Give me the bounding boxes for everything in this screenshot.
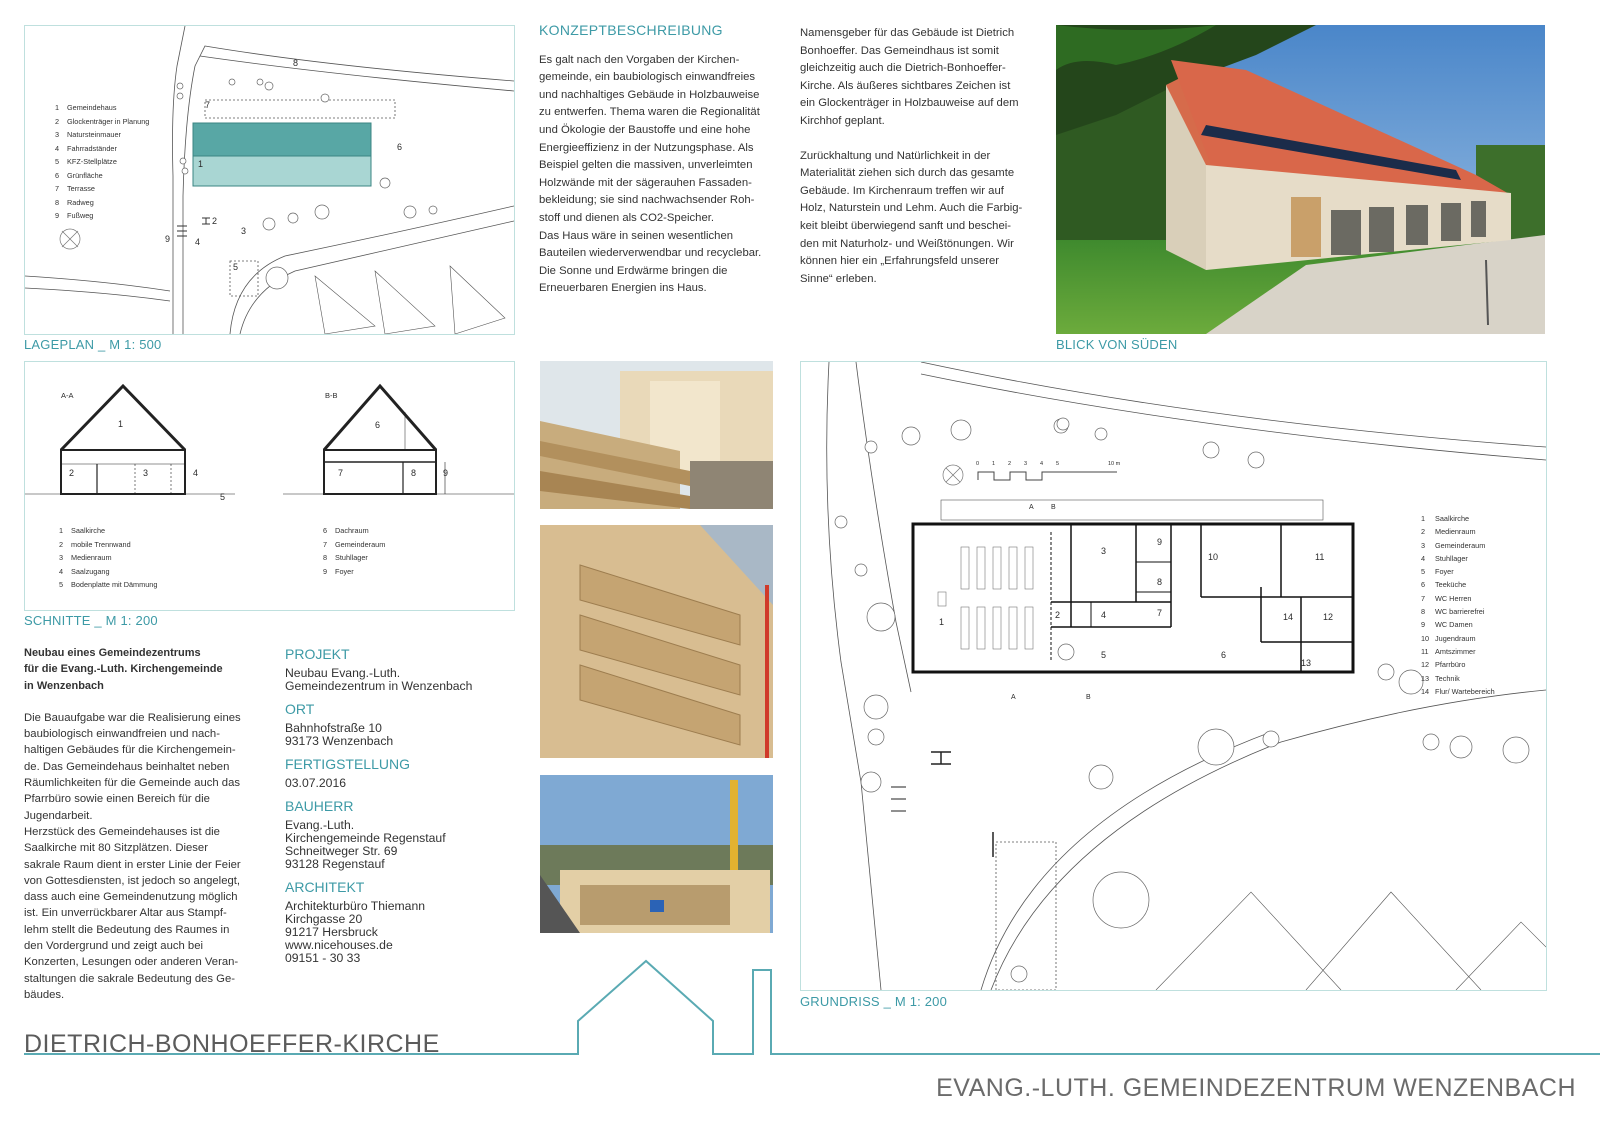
legend-number: 4	[59, 566, 64, 576]
section-mark: A	[1011, 694, 1016, 701]
legend-number: 7	[323, 539, 328, 549]
grundriss-caption: GRUNDRISS _ M 1: 200	[800, 994, 948, 1009]
south-view-caption: BLICK VON SÜDEN	[1056, 337, 1178, 352]
scale-tick-label: 10 m	[1108, 461, 1121, 467]
section-number: 6	[375, 420, 381, 430]
section-number: 2	[69, 468, 75, 478]
legend-label: Foyer	[335, 566, 354, 576]
section-number: 1	[118, 419, 124, 429]
legend-label: Amtszimmer	[1435, 646, 1476, 656]
legend-number: 5	[1421, 567, 1426, 577]
scale-tick-label: 2	[1008, 461, 1012, 467]
section-label-bb: B-B	[325, 391, 338, 400]
legend-number: 9	[323, 566, 328, 576]
legend-number: 14	[1421, 686, 1430, 696]
site-number: 8	[293, 58, 299, 68]
legend-number: 2	[1421, 527, 1426, 537]
site-number: 9	[165, 234, 171, 244]
room-number: 2	[1055, 610, 1061, 620]
site-number: 7	[205, 100, 211, 110]
legend-label: mobile Trennwand	[71, 539, 131, 549]
section-number: 8	[411, 468, 417, 478]
legend-label: Saalzugang	[71, 566, 110, 576]
legend-label: Stuhllager	[335, 553, 368, 562]
section-mark: B	[1086, 694, 1091, 701]
room-number: 3	[1101, 546, 1107, 556]
legend-label: Gemeindehaus	[67, 103, 117, 112]
legend-number: 6	[323, 526, 328, 535]
scale-tick-label: 5	[1056, 461, 1060, 467]
info-label-bauherr: BAUHERR	[285, 798, 354, 814]
room-number: 14	[1283, 612, 1294, 622]
legend-number: 2	[55, 116, 60, 126]
section-number: 9	[443, 468, 449, 478]
section-number: 5	[220, 492, 226, 502]
legend-label: Pfarrbüro	[1435, 660, 1466, 670]
legend-number: 6	[55, 170, 60, 180]
scale-tick-label: 4	[1040, 461, 1044, 467]
site-number: 3	[241, 226, 247, 236]
section-mark: A	[1029, 504, 1034, 511]
legend-number: 3	[1421, 540, 1426, 550]
legend-number: 7	[55, 184, 60, 193]
info-value-fertigstellung: 03.07.2016	[285, 776, 346, 790]
title-left: DIETRICH-BONHOEFFER-KIRCHE	[24, 1030, 440, 1058]
section-mark: B	[1051, 504, 1056, 511]
legend-number: 5	[59, 580, 64, 589]
legend-number: 11	[1421, 646, 1429, 656]
legend-number: 8	[1421, 607, 1426, 617]
scale-tick-label: 0	[976, 461, 980, 467]
info-value-projekt: Neubau Evang.-Luth. Gemeindezentrum in Wenzenbach	[285, 666, 473, 693]
legend-number: 1	[59, 526, 64, 535]
info-label-ort: ORT	[285, 701, 315, 717]
legend-label: WC barrierefrei	[1435, 607, 1485, 617]
info-value-ort: Bahnhofstraße 10 93173 Wenzenbach	[285, 721, 394, 748]
schnitte-caption: SCHNITTE _ M 1: 200	[24, 613, 158, 628]
site-number: 1	[198, 159, 204, 169]
materialitaet-text: Zurückhaltung und Natürlichkeit in der Materialität ziehen sich durch das gesamte Gebäude. Im Kirchenraum treffen wir auf Holz, Naturstein und Lehm. Auch die Farbig- keit bleibt überwiegend sanft und beschei- den mit Naturholz- und Weißtönungen. Wir können hier ein „Erfahrungsfeld unserer Sinne“ erleben.	[800, 149, 1023, 285]
legend-label: Grünfläche	[67, 170, 103, 180]
legend-number: 9	[55, 211, 60, 220]
legend-label: Foyer	[1435, 567, 1454, 577]
intro-heading: Neubau eines Gemeindezentrums für die Evang.-Luth. Kirchengemeinde in Wenzenbach	[24, 647, 223, 692]
title-right: EVANG.-LUTH. GEMEINDEZENTRUM WENZENBACH	[936, 1074, 1576, 1102]
legend-number: 10	[1421, 633, 1430, 643]
legend-number: 7	[1421, 593, 1426, 603]
room-number: 10	[1208, 552, 1219, 562]
legend-number: 5	[55, 157, 60, 166]
legend-label: Medienraum	[71, 553, 112, 562]
section-label-aa: A-A	[61, 391, 74, 400]
site-number: 5	[233, 262, 239, 272]
legend-number: 12	[1421, 660, 1430, 670]
legend-label: Gemeinderaum	[335, 539, 386, 549]
room-number: 1	[939, 617, 945, 627]
intro-text: Die Bauaufgabe war die Realisierung eines baubiologisch einwandfreien und nach- haltigen Gebäudes für die Kirchengemein- de. Das Gemeindehaus beinhaltet neben Räumlichkeiten für die Gemeinde auch das Pfarrbüro sowie einen Bereich für die Jugendarbeit. Herzstück des Gemeindehauses ist die Saalkirche mit 80 Sitzplätzen. Dieser sakrale Raum dient in erster Linie der Feier von Gottesdiensten, ist jedoch so angelegt, dass auch eine Gemeindenutzung möglich ist. Ein unverrückbarer Altar aus Stampf- lehm stellt die Bedeutung des Raumes in den Vordergrund und zeigt auch bei Konzerten, Lesungen oder anderen Veran- staltungen die sakrale Bedeutung des Ge- bäudes.	[24, 711, 241, 1001]
legend-number: 9	[1421, 620, 1426, 630]
lageplan-caption: LAGEPLAN _ M 1: 500	[24, 337, 162, 352]
legend-label: Gemeinderaum	[1435, 540, 1486, 550]
room-number: 9	[1157, 537, 1163, 547]
legend-label: Stuhllager	[1435, 553, 1468, 563]
konzept-text: Es galt nach den Vorgaben der Kirchen- gemeinde, ein baubiologisch einwandfreies und nachhaltiges Gebäude in Holzbauweise zu entwerfen. Thema waren die Regionalität und Ökologie der Baustoffe und eine hohe Energieeffizienz in der Nutzungsphase. Als Beispiel gelten die massiven, unverleimten Holzwände mit der sägerauhen Fassaden- bekleidung; sie sind nachwachsender Roh- stoff und dienen als CO2-Speicher. Das Haus wäre in seinen wesentlichen Bauteilen wiederverwendbar und recyclebar. Die Sonne und Erdwärme bringen die Erneuerbaren Energien ins Haus.	[539, 53, 762, 295]
legend-number: 2	[59, 539, 64, 549]
legend-number: 1	[1421, 514, 1426, 523]
legend-label: Radweg	[67, 197, 94, 207]
legend-label: Natursteinmauer	[67, 130, 121, 139]
legend-label: Dachraum	[335, 526, 369, 535]
info-label-fertigstellung: FERTIGSTELLUNG	[285, 756, 410, 772]
legend-label: WC Herren	[1435, 593, 1472, 603]
legend-number: 6	[1421, 580, 1426, 590]
namensgeber-text: Namensgeber für das Gebäude ist Dietrich Bonhoeffer. Das Gemeindhaus ist somit gleichzeitig auch die Dietrich-Bonhoeffer- Kirche. Als äußeres sichtbares Zeichen ist ein Glockenträger in Holzbauweise auf dem Kirchhof geplant.	[800, 27, 1019, 127]
legend-label: Fahrradständer	[67, 143, 117, 153]
room-number: 8	[1157, 577, 1163, 587]
legend-number: 4	[1421, 553, 1426, 563]
legend-label: Bodenplatte mit Dämmung	[71, 580, 158, 589]
legend-label: Jugendraum	[1435, 633, 1476, 643]
room-number: 6	[1221, 650, 1227, 660]
legend-label: Technik	[1435, 673, 1460, 683]
scale-tick-label: 1	[992, 461, 996, 467]
info-value-bauherr: Evang.-Luth. Kirchengemeinde Regenstauf Schneitweger Str. 69 93128 Regenstauf	[285, 818, 446, 871]
legend-label: Saalkirche	[71, 526, 106, 535]
legend-label: Teeküche	[1435, 580, 1467, 590]
site-number: 2	[212, 216, 218, 226]
site-number: 6	[397, 142, 403, 152]
legend-number: 13	[1421, 673, 1430, 683]
room-number: 13	[1301, 658, 1312, 668]
konzept-title: KONZEPTBESCHREIBUNG	[539, 22, 723, 38]
room-number: 5	[1101, 650, 1107, 660]
scale-tick-label: 3	[1024, 461, 1028, 467]
site-number: 4	[195, 237, 201, 247]
legend-label: WC Damen	[1435, 620, 1473, 630]
info-label-architekt: ARCHITEKT	[285, 879, 365, 895]
info-label-projekt: PROJEKT	[285, 646, 350, 662]
room-number: 11	[1315, 552, 1325, 562]
info-value-architekt: Architekturbüro Thiemann Kirchgasse 20 91217 Hersbruck www.nicehouses.de 09151 - 30 33	[285, 899, 426, 965]
legend-label: Saalkirche	[1435, 514, 1470, 523]
legend-number: 3	[59, 553, 64, 562]
legend-label: Fußweg	[67, 211, 94, 220]
legend-label: Medienraum	[1435, 527, 1476, 537]
room-number: 7	[1157, 608, 1163, 618]
legend-number: 4	[55, 143, 60, 153]
section-number: 7	[338, 468, 344, 478]
legend-number: 8	[323, 553, 328, 562]
legend-label: KFZ-Stellplätze	[67, 157, 117, 166]
legend-number: 8	[55, 197, 60, 207]
legend-label: Glockenträger in Planung	[67, 116, 150, 126]
section-number: 3	[143, 468, 149, 478]
legend-label: Flur/ Wartebereich	[1435, 686, 1495, 696]
room-number: 4	[1101, 610, 1107, 620]
room-number: 12	[1323, 612, 1334, 622]
legend-number: 3	[55, 130, 60, 139]
legend-number: 1	[55, 103, 60, 112]
legend-label: Terrasse	[67, 184, 95, 193]
section-number: 4	[193, 468, 199, 478]
